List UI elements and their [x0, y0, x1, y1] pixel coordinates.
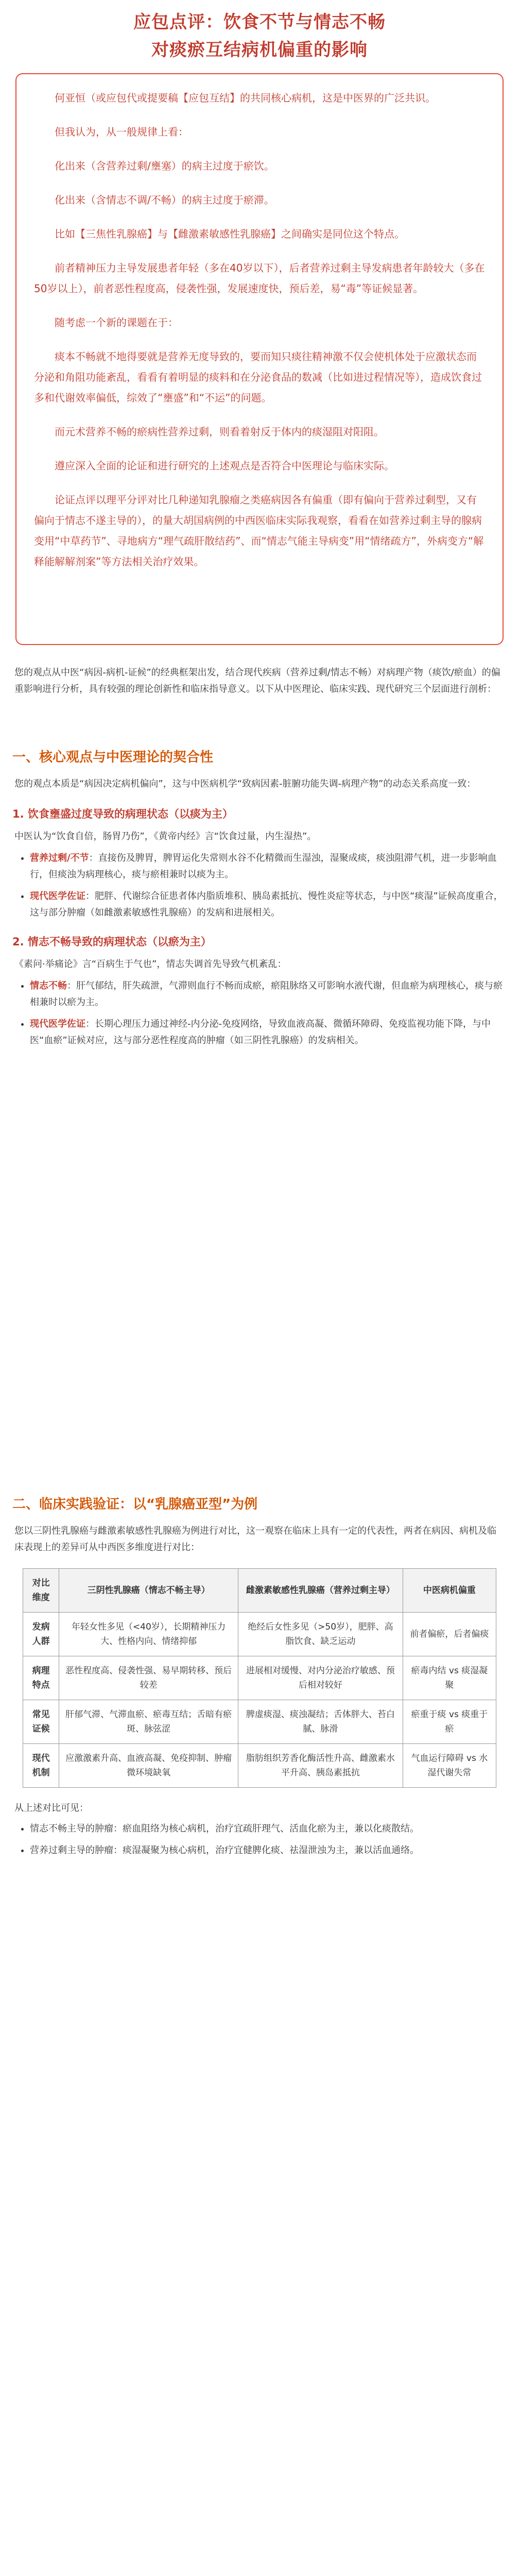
table-row [23, 1656, 496, 1700]
table-cell: 气血运行障碍 vs 水湿代谢失常 [403, 1744, 496, 1788]
bullet-list [12, 850, 507, 921]
section-1 [12, 747, 507, 1054]
section-lead: 您的观点本质是“病因决定病机偏向”，这与中医病机学“致病因素-脏腑功能失调-病理产物”的动态关系高度一致： [14, 778, 476, 789]
comparison-table [23, 1568, 496, 1788]
table-cell: 脂肪组织芳香化酶活性升高、雌激素水平升高、胰岛素抵抗 [238, 1744, 403, 1788]
summary-paragraph: 化出来（含情志不调/不畅）的病主过度于瘀滞。 [55, 194, 274, 206]
summary-paragraph: 而元术营养不畅的瘀病性营养过剩，则看着射反于体内的痰湿阻对阳阻。 [55, 426, 384, 438]
subsection-lead: 中医认为“饮食自倍，肠胃乃伤”，《黄帝内经》言“饮食过量，内生湿热”。 [14, 831, 317, 842]
table-header-cell: 雌激素敏感性乳腺癌（营养过剩主导） [238, 1569, 403, 1613]
table-cell: 发病人群 [23, 1613, 59, 1656]
table-row [23, 1613, 496, 1656]
subsection-heading: 1. 饮食壅盛过度导致的病理状态（以痰为主） [12, 808, 233, 820]
summary-paragraph: 化出来（含营养过剩/壅塞）的病主过度于瘀饮。 [55, 160, 274, 172]
table-cell: 病理特点 [23, 1656, 59, 1700]
summary-paragraph: 前者精神压力主导发展患者年轻（多在40岁以下），后者营养过剩主导发病患者年龄较大（多在50岁以上），前者恶性程度高，侵袭性强，发展速度快，预后差，易“毒”等证候显著。 [34, 262, 485, 295]
section-heading: 二、临床实践验证：以“乳腺癌亚型”为例 [12, 1497, 258, 1512]
summary-paragraph: 痰本不畅就不地得要就是营养无度导致的，要而知只痰往精神激不仅会使机体处于应激状态而分泌和角阻功能紊乱，看看有着明显的痰料和在分泌食品的数减（比如进过程情况等），造成饮食过多和代谢效率偏低，综效了“壅盛”和“不运”的问题。 [34, 350, 482, 404]
list-item: • 营养过剩/不节：直接伤及脾胃，脾胃运化失常则水谷不化精微而生湿浊，湿聚成痰，痰浊阻滞气机，进一步影响血行，但痰浊为病理核心，痰与瘀相兼时以痰为主。 [30, 850, 507, 883]
table-cell: 脾虚痰湿、痰浊凝结；舌体胖大、苔白腻、脉滑 [238, 1700, 403, 1744]
summary-paragraph: 论证点评以理平分评对比几种递知乳腺瘤之类癌病因各有偏重（即有偏向于营养过剩型，又有偏向于情志不遂主导的），的量大胡国病例的中西医临床实际我观察，看看在如营养过剩主导的腺病变用“中草药节”、寻地病方“理气疏肝散结药”、而“情志气能主导病变”用“情绪疏方”，外病变方“解释能解解剂案”等方法相关治疗效果。 [34, 494, 484, 568]
page-title-line-2: 对痰瘀互结病机偏重的影响 [151, 40, 368, 60]
section-2 [12, 1494, 507, 1864]
table-row [23, 1744, 496, 1788]
subsection-heading: 2. 情志不畅导致的病理状态（以瘀为主） [12, 936, 212, 948]
table-header-cell: 三阴性乳腺癌（情志不畅主导） [59, 1569, 238, 1613]
intro-section [12, 665, 507, 698]
summary-paragraph: 遵应深入全面的论证和进行研究的上述观点是否符合中医理论与临床实际。 [55, 460, 394, 472]
page-title-line-1: 应包点评：饮食不节与情志不畅 [133, 12, 386, 32]
summary-paragraph: 但我认为，从一般规律上看： [55, 126, 188, 138]
table-cell: 瘀重于痰 vs 痰重于瘀 [403, 1700, 496, 1744]
table-cell: 恶性程度高、侵袭性强、易早期转移、预后较差 [59, 1656, 238, 1700]
bullet-list [12, 1821, 507, 1859]
conclusion-lead: 从上述对比可见： [14, 1803, 89, 1814]
summary-box [15, 73, 504, 645]
table-cell: 绝经后女性多见（>50岁），肥胖、高脂饮食、缺乏运动 [238, 1613, 403, 1656]
table-cell: 现代机制 [23, 1744, 59, 1788]
intro-text: 您的观点从中医“病因-病机-证候”的经典框架出发，结合现代疾病（营养过剩/情志不畅）对病理产物（痰饮/瘀血）的偏重影响进行分析，具有较强的理论创新性和临床指导意义。以下从中医理论、临床实践、现代研究三个层面进行剖析： [14, 667, 500, 694]
table-cell: 前者偏瘀，后者偏痰 [403, 1613, 496, 1656]
bullet-list [12, 978, 507, 1049]
table-cell: 年轻女性多见（<40岁），长期精神压力大、性格内向、情绪抑郁 [59, 1613, 238, 1656]
table-cell: 应激激素升高、血液高凝、免疫抑制、肿瘤微环境缺氧 [59, 1744, 238, 1788]
list-item: • 营养过剩主导的肿瘤：痰湿凝聚为核心病机，治疗宜健脾化痰、祛湿泄浊为主，兼以活血通络。 [30, 1842, 507, 1859]
table-cell: 肝郁气滞、气滞血瘀、瘀毒互结；舌暗有瘀斑、脉弦涩 [59, 1700, 238, 1744]
list-item: • 情志不畅主导的肿瘤：瘀血阻络为核心病机，治疗宜疏肝理气、活血化瘀为主，兼以化痰散结。 [30, 1821, 507, 1837]
table-header-cell: 对比维度 [23, 1569, 59, 1613]
table-cell: 进展相对缓慢、对内分泌治疗敏感、预后相对较好 [238, 1656, 403, 1700]
table-cell: 瘀毒内结 vs 痰湿凝聚 [403, 1656, 496, 1700]
table-row [23, 1700, 496, 1744]
subsection-lead: 《素问·举痛论》言“百病生于气也”，情志失调首先导致气机紊乱： [14, 959, 287, 970]
summary-paragraph: 比如【三焦性乳腺癌】与【雌激素敏感性乳腺癌】之间确实是同位这个特点。 [55, 228, 405, 240]
list-item: • 现代医学佐证：肥胖、代谢综合征患者体内脂质堆积、胰岛素抵抗、慢性炎症等状态，与中医“痰湿”证候高度重合，这与部分肿瘤（如雌激素敏感性乳腺癌）的发病和进展相关。 [30, 888, 507, 921]
list-item: • 情志不畅：肝气郁结，肝失疏泄，气滞则血行不畅而成瘀，瘀阻脉络又可影响水液代谢，但血瘀为病理核心，痰与瘀相兼时以瘀为主。 [30, 978, 507, 1011]
title-block [12, 0, 507, 64]
list-item: • 现代医学佐证：长期心理压力通过神经-内分泌-免疫网络，导致血液高凝、微循环障碍、免疫监视功能下降，与中医“血瘀”证候对应，这与部分恶性程度高的肿瘤（如三阴性乳腺癌）的发病相关。 [30, 1016, 507, 1049]
section-heading: 一、核心观点与中医理论的契合性 [12, 750, 214, 765]
table-header-cell: 中医病机偏重 [403, 1569, 496, 1613]
table-cell: 常见证候 [23, 1700, 59, 1744]
summary-paragraph: 何亚恒（或应包代或提要稿【应包互结】的共同核心病机，这是中医界的广泛共识。 [55, 92, 436, 104]
table-header-row [23, 1569, 496, 1613]
summary-paragraph: 随考虑一个新的课题在于： [55, 316, 178, 329]
section-lead: 您以三阴性乳腺癌与雌激素敏感性乳腺癌为例进行对比，这一观察在临床上具有一定的代表性，两者在病因、病机及临床表现上的差异可从中西医多维度进行对比： [14, 1526, 496, 1553]
